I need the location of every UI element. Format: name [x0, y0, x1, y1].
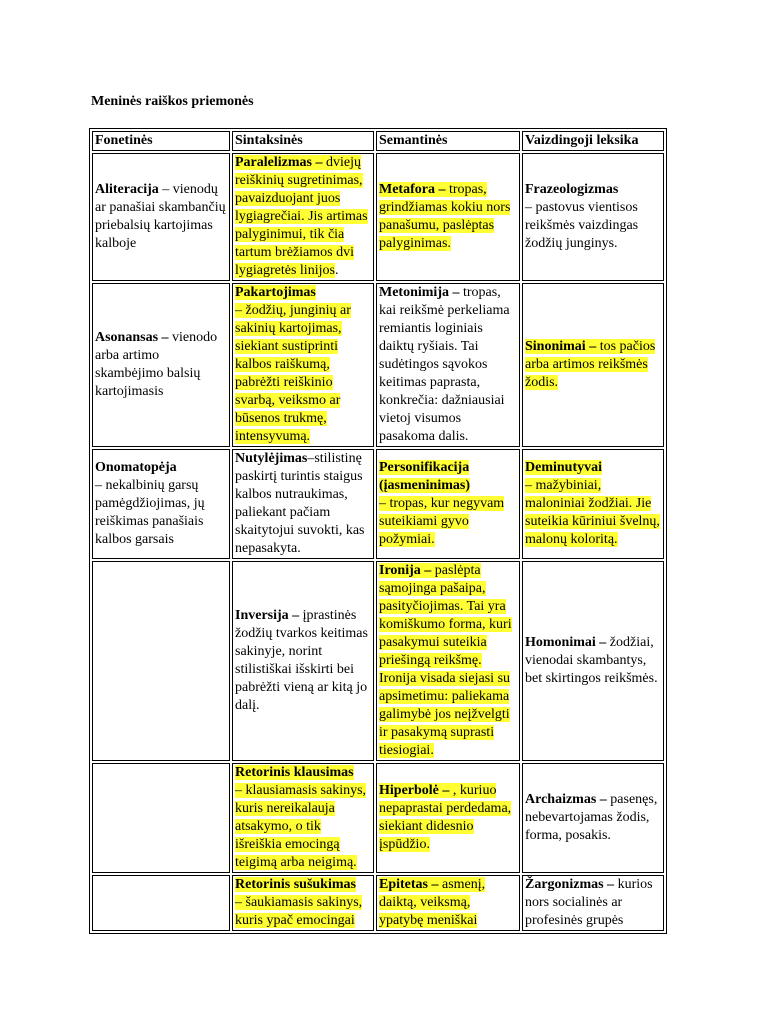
term-description: tropas, grindžiamas kokiu nors panašumu, paslėptas palyginimas.: [379, 182, 511, 251]
header-cell: Semantinės: [376, 131, 520, 151]
cell-text: [525, 792, 657, 843]
table-cell: [232, 875, 374, 931]
table-cell: [232, 763, 374, 873]
term-description: žodžiai, vienodai skambantys, bet skirtingos reikšmės.: [525, 635, 658, 686]
term-label: Aliteracija: [95, 182, 159, 197]
cell-text: [379, 563, 512, 758]
term-label: Pakartojimas: [235, 285, 316, 300]
term-label: Onomatopėja: [95, 460, 177, 475]
table-cell: [232, 449, 374, 559]
term-description: – pastovus vientisos reikšmės vaizdingas žodžių junginys.: [525, 200, 639, 251]
table-row: [92, 153, 664, 281]
table-cell: [522, 283, 664, 447]
term-label: Retorinis sušukimas: [235, 877, 356, 892]
table-cell: [376, 153, 520, 281]
term-description: –stilistinę paskirtį turintis staigus kalbos nutraukimas, paliekant pačiam skaitytojui suvokti, kas nepasakyta.: [235, 451, 365, 556]
table-cell: [376, 561, 520, 761]
term-description: – šaukiamasis sakinys, kuris ypač emocingai: [235, 895, 363, 928]
cell-text: [379, 182, 510, 251]
header-cell: Vaizdingoji leksika: [522, 131, 664, 151]
cell-text: [95, 330, 217, 399]
cell-text: [525, 635, 658, 686]
term-description: – klausiamasis sakinys, kuris nereikalauja atsakymo, o tik išreiškia emocingą teigimą arba neigimą.: [235, 783, 367, 870]
table-cell: [522, 153, 664, 281]
term-label: Epitetas –: [379, 877, 439, 892]
cell-text: [235, 877, 362, 928]
table-cell: [376, 763, 520, 873]
term-description-tail: .: [334, 263, 339, 278]
term-label: Asonansas –: [95, 330, 169, 345]
table-cell: [92, 561, 230, 761]
term-label: Retorinis klausimas: [235, 765, 354, 780]
table-cell: [522, 875, 664, 931]
table-cell: [522, 561, 664, 761]
term-description: paslėpta sąmojinga pašaipa, pasityčiojimas. Tai yra komiškumo forma, kuri pasakymui suteikia priešingą reikšmę. Ironija visada siejasi su apsimetimu: paliekama galimybė jos neįžvelgti ir pasakymą suprasti tiesiogiai.: [379, 563, 512, 758]
table-row: [92, 449, 664, 559]
cell-text: [235, 765, 366, 870]
table-cell: [92, 449, 230, 559]
devices-table: [89, 128, 667, 934]
term-description: tropas, kai reikšmė perkeliama remiantis loginiais daiktų ryšiais. Tai sudėtingos sąvokos keitimas paprasta, konkrečia: dažniausiai vietoj visumos pasakoma dalis.: [379, 285, 510, 444]
table-cell: [92, 153, 230, 281]
term-description: – nekalbinių garsų pamėgdžiojimas, jų reiškimas panašiais kalbos garsais: [95, 478, 205, 547]
cell-text: [379, 285, 510, 444]
term-description: – tropas, kur negyvam suteikiami gyvo požymiai.: [379, 496, 505, 547]
cell-text: [525, 182, 638, 251]
term-label: Paralelizmas –: [235, 155, 323, 170]
term-label: Hiperbolė –: [379, 783, 450, 798]
header-cell: Sintaksinės: [232, 131, 374, 151]
term-label: Nutylėjimas: [235, 451, 308, 466]
term-label: Homonimai –: [525, 635, 607, 650]
term-description: pasenęs, nebevartojamas žodis, forma, posakis.: [525, 792, 658, 843]
cell-text: [235, 608, 368, 713]
table-row: [92, 561, 664, 761]
term-description: asmenį, daiktą, veiksmą, ypatybę meniškai: [379, 877, 486, 928]
term-label: Žargonizmas –: [525, 877, 615, 892]
cell-text: [379, 783, 511, 852]
table-cell: [92, 875, 230, 931]
term-label: Frazeologizmas: [525, 182, 619, 197]
table-cell: [232, 561, 374, 761]
table-row: [92, 763, 664, 873]
term-description: – žodžių, junginių ar sakinių kartojimas, siekiant sustiprinti kalbos raiškumą, pabrėžti reiškinio svarbą, veiksmo ar būsenos trukmę, intensyvumą.: [235, 303, 351, 444]
table-cell: [232, 153, 374, 281]
table-cell: [522, 449, 664, 559]
cell-text: [95, 460, 205, 547]
header-cell: Fonetinės: [92, 131, 230, 151]
cell-text: [525, 877, 653, 928]
table-cell: [376, 449, 520, 559]
cell-text: [525, 339, 655, 390]
term-description: dviejų reiškinių sugretinimas, pavaizduojant juos lygiagrečiai. Jis artimas palyginimui, tik čia tartum brėžiamos dvi lygiagretės linijos: [235, 155, 368, 278]
term-description: įprastinės žodžių tvarkos keitimas sakinyje, norint stilistiškai išskirti bei pabrėžti vieną ar kitą jo dalį.: [235, 608, 368, 713]
cell-text: [235, 155, 368, 278]
table-cell: [376, 283, 520, 447]
page-title: Meninės raiškos priemonės: [91, 94, 254, 109]
table-cell: [522, 763, 664, 873]
term-description: kurios nors socialinės ar profesinės grupės: [525, 877, 653, 928]
table-cell: [92, 763, 230, 873]
term-label: Metafora –: [379, 182, 446, 197]
term-description: – vienodų ar panašiai skambančių priebalsių kartojimas kalboje: [95, 182, 226, 251]
cell-text: [235, 451, 365, 556]
cell-text: [235, 285, 351, 444]
cell-text: [95, 182, 226, 251]
term-description: , kuriuo nepaprastai perdedama, siekiant didesnio įspūdžio.: [379, 783, 512, 852]
term-label: Inversija –: [235, 608, 300, 623]
table-row: [92, 875, 664, 931]
table-row: [92, 283, 664, 447]
term-label: Personifikacija (įasmeninimas): [379, 460, 470, 493]
table-cell: [376, 875, 520, 931]
cell-text: [379, 877, 485, 928]
term-description: tos pačios arba artimos reikšmės žodis.: [525, 339, 656, 390]
term-description: – mažybiniai, maloniniai žodžiai. Jie suteikia kūriniui švelnų, malonų koloritą.: [525, 478, 660, 547]
term-label: Sinonimai –: [525, 339, 597, 354]
term-label: Metonimija –: [379, 285, 460, 300]
table-cell: [92, 283, 230, 447]
table-header-row: [92, 131, 664, 151]
table-cell: [232, 283, 374, 447]
term-description: vienodo arba artimo skambėjimo balsių kartojimasis: [95, 330, 218, 399]
term-label: Deminutyvai: [525, 460, 602, 475]
cell-text: [379, 460, 504, 547]
term-label: Archaizmas –: [525, 792, 607, 807]
cell-text: [525, 460, 660, 547]
term-label: Ironija –: [379, 563, 432, 578]
